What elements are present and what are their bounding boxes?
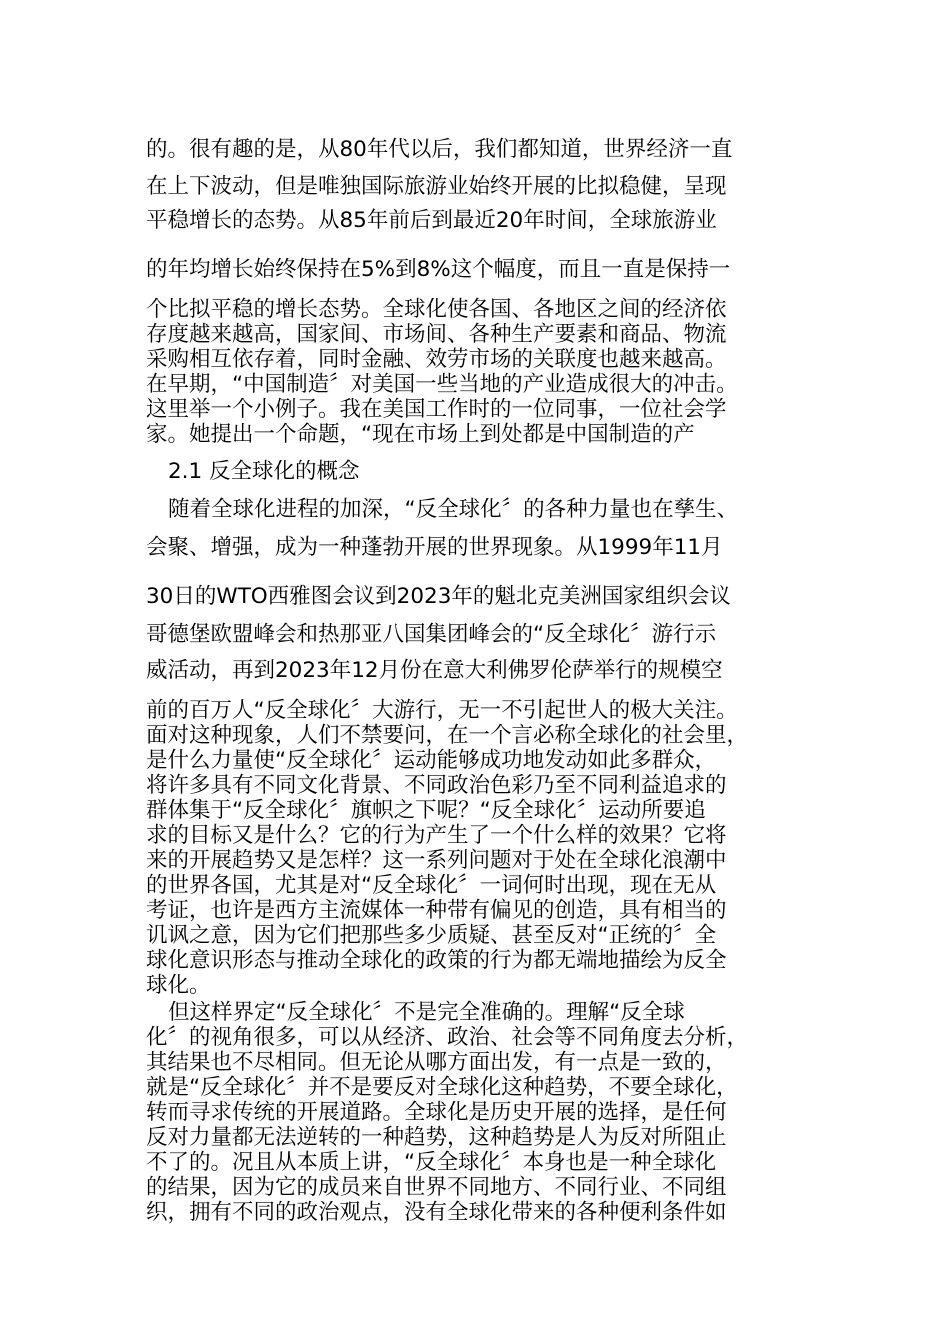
text-line: 求的目标又是什么？它的行为产生了一个什么样的效果？它将 <box>146 823 727 848</box>
text-line: 会聚、增强，成为一种蓬勃开展的世界现象。从1999年11月 <box>146 535 723 560</box>
text-line: 个比拟平稳的增长态势。全球化使各国、各地区之间的经济依 <box>146 297 727 322</box>
text-line: 哥德堡欧盟峰会和热那亚八国集团峰会的“反全球化〞游行示 <box>146 622 717 647</box>
text-line: 球化意识形态与推动全球化的政策的行为都无端地描绘为反全 <box>146 948 727 973</box>
text-line: 家。她提出一个命题，“现在市场上到处都是中国制造的产 <box>146 422 695 447</box>
text-line: 威活动，再到2023年12月份在意大利佛罗伦萨举行的规模空 <box>146 658 723 683</box>
text-line: 就是“反全球化〞并不是要反对全球化这种趋势，不要全球化， <box>146 1075 738 1100</box>
text-line: 的年均增长始终保持在5%到8%这个幅度，而且一直是保持一 <box>146 257 731 282</box>
text-line: 将许多具有不同文化背景、不同政治色彩乃至不同利益追求的 <box>146 773 727 798</box>
text-line: 在早期，“中国制造〞对美国一些当地的产业造成很大的冲击。 <box>146 372 738 397</box>
text-line: 群体集于“反全球化〞旗帜之下呢？“反全球化〞运动所要追 <box>146 798 706 823</box>
text-line: 采购相互依存着，同时金融、效劳市场的关联度也越来越高。 <box>146 347 727 372</box>
text-line: 反对力量都无法逆转的一种趋势，这种趋势是人为反对所阻止 <box>146 1125 727 1150</box>
section-heading: 2.1 反全球化的概念 <box>168 459 360 484</box>
text-line: 球化。 <box>146 973 211 998</box>
text-line: 不了的。况且从本质上讲，“反全球化〞本身也是一种全球化 <box>146 1150 717 1175</box>
text-line: 来的开展趋势又是怎样？这一系列问题对于处在全球化浪潮中 <box>146 848 727 873</box>
text-line: 但这样界定“反全球化〞不是完全准确的。理解“反全球 <box>168 1000 685 1025</box>
text-line: 的。很有趣的是，从80年代以后，我们都知道，世界经济一直 <box>146 137 733 162</box>
text-line: 考证，也许是西方主流媒体一种带有偏见的创造，具有相当的 <box>146 898 727 923</box>
text-line: 存度越来越高，国家间、市场间、各种生产要素和商品、物流 <box>146 322 727 347</box>
text-line: 随着全球化进程的加深，“反全球化〞的各种力量也在孳生、 <box>168 497 739 522</box>
text-line: 30日的WTO西雅图会议到2023年的魁北克美洲国家组织会议 <box>146 584 731 609</box>
text-line: 平稳增长的态势。从85年前后到最近20年时间，全球旅游业 <box>146 208 717 233</box>
text-line: 面对这种现象，人们不禁要问，在一个言必称全球化的社会里， <box>146 723 749 748</box>
text-line: 转而寻求传统的开展道路。全球化是历史开展的选择，是任何 <box>146 1100 727 1125</box>
text-line: 的世界各国，尤其是对“反全球化〞一词何时出现，现在无从 <box>146 873 717 898</box>
text-line: 是什么力量使“反全球化〞运动能够成功地发动如此多群众， <box>146 748 717 773</box>
text-line: 这里举一个小例子。我在美国工作时的一位同事，一位社会学 <box>146 397 727 422</box>
text-line: 在上下波动，但是唯独国际旅游业始终开展的比拟稳健，呈现 <box>146 174 727 199</box>
text-line: 织，拥有不同的政治观点，没有全球化带来的各种便利条件如 <box>146 1200 727 1225</box>
text-line: 的结果，因为它的成员来自世界不同地方、不同行业、不同组 <box>146 1175 727 1200</box>
text-line: 其结果也不尽相同。但无论从哪方面出发，有一点是一致的， <box>146 1050 727 1075</box>
text-line: 前的百万人“反全球化〞大游行，无一不引起世人的极大关注。 <box>146 698 738 723</box>
text-line: 化〞的视角很多，可以从经济、政治、社会等不同角度去分析， <box>146 1025 749 1050</box>
text-line: 讥讽之意，因为它们把那些多少质疑、甚至反对“正统的〞全 <box>146 923 717 948</box>
